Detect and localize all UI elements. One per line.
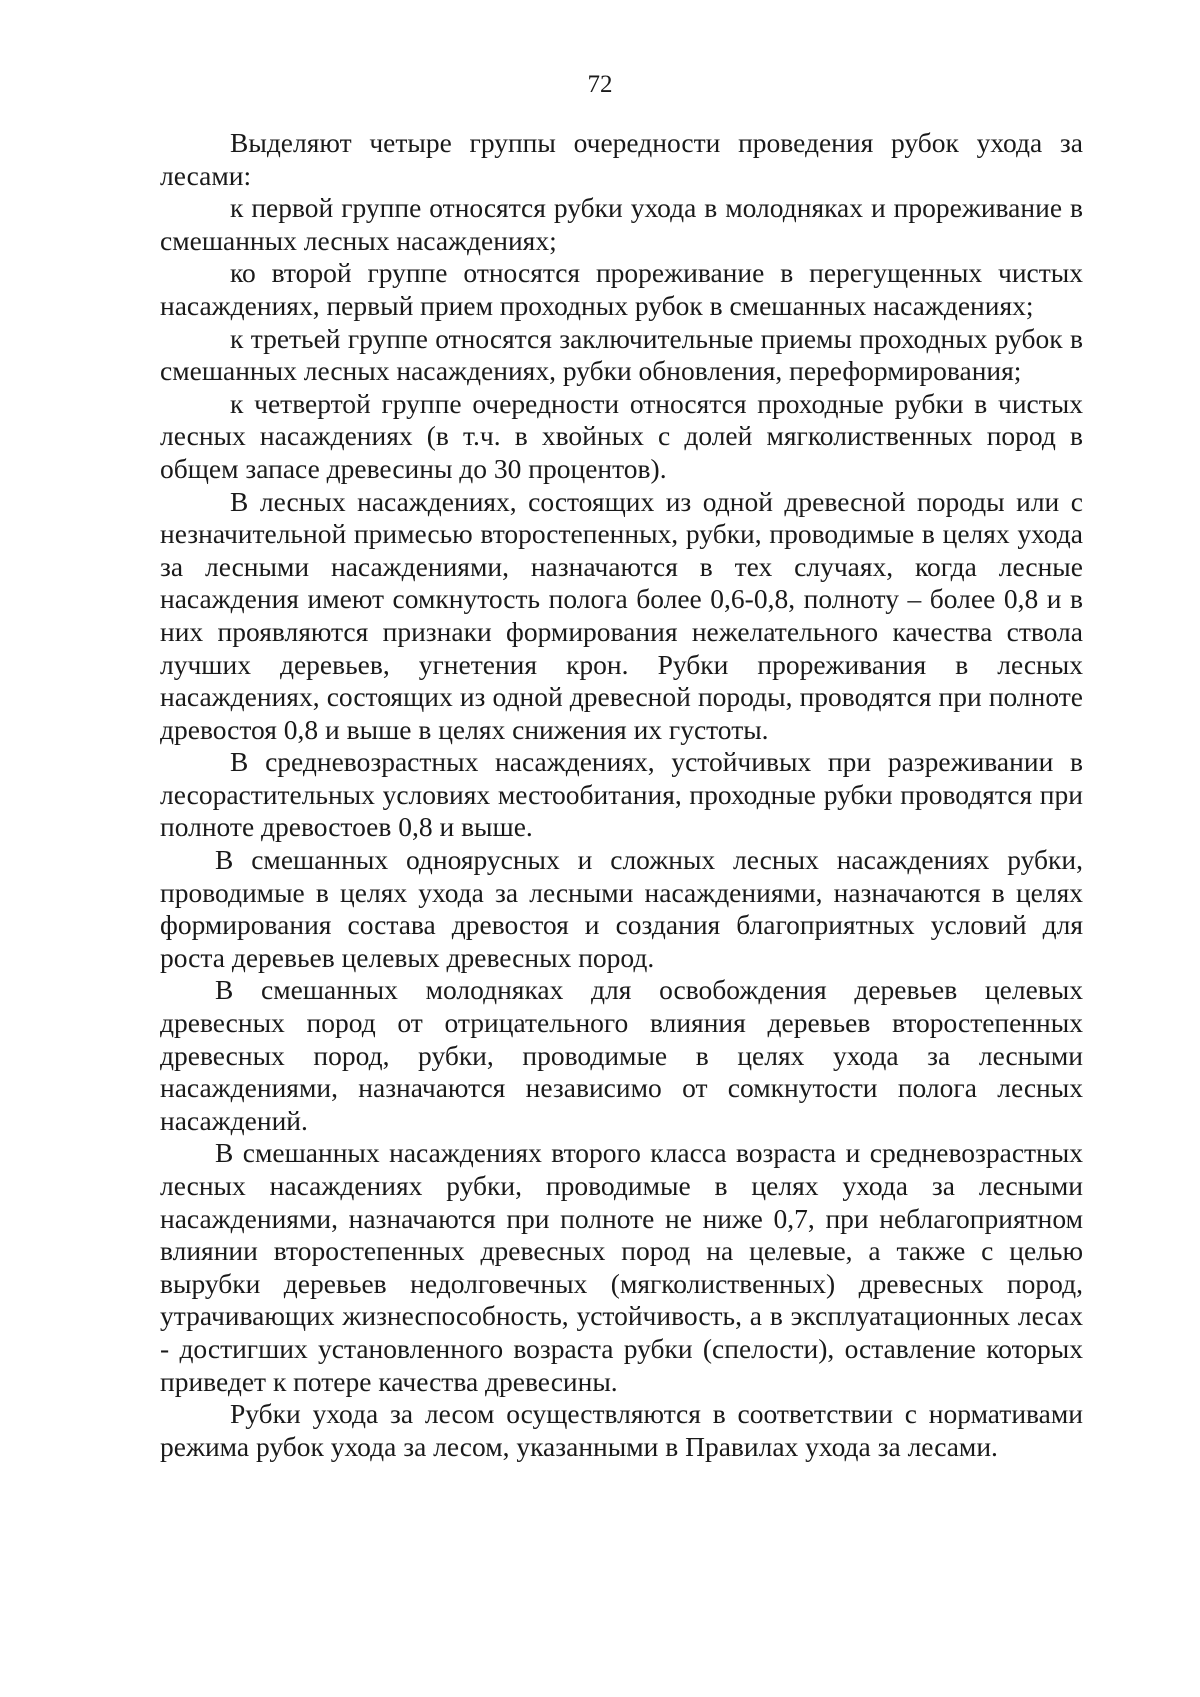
- paragraph-group-4: к четвертой группе очередности относятся проходные рубки в чистых лесных насаждениях (в т.ч. в хвойных с долей мягколиственных пород в общем запасе древесины до 30 процентов).: [160, 387, 1083, 484]
- paragraph-mixed-young-stands: В смешанных молодняках для освобождения деревьев целевых древесных пород от отрицательного влияния деревьев второстепенных древесных пород, рубки, проводимые в целях ухода за лесными насаждениями, назначаются независимо от сомкнутости полога лесных насаждений.: [160, 974, 1083, 1136]
- paragraph-intro: Выделяют четыре группы очередности проведения рубок ухода за лесами:: [160, 127, 1083, 191]
- page-number: 72: [587, 71, 613, 98]
- paragraph-pure-stands: В лесных насаждениях, состоящих из одной древесной породы или с незначительной примесью второстепенных, рубки, проводимые в целях ухода за лесными насаждениями, назначаются в тех случаях, когда лесные насаждения имеют сомкнутость полога более 0,6-0,8, полноту – более 0,8 и в них проявляются признаки формирования нежелательного качества ствола лучших деревьев, угнетения крон. Рубки прореживания в лесных насаждениях, состоящих из одной древесной породы, проводятся при полноте древостоя 0,8 и выше в целях снижения их густоты.: [160, 485, 1083, 745]
- paragraph-group-3: к третьей группе относятся заключительные приемы проходных рубок в смешанных лесных насаждениях, рубки обновления, переформирования;: [160, 322, 1083, 387]
- paragraph-regulations: Рубки ухода за лесом осуществляются в соответствии с нормативами режима рубок ухода за лесом, указанными в Правилах ухода за лесами.: [160, 1398, 1083, 1462]
- paragraph-group-1: к первой группе относятся рубки ухода в молодняках и прореживание в смешанных лесных насаждениях;: [160, 192, 1083, 256]
- document-body: [160, 127, 1083, 1463]
- paragraph-middle-aged: В средневозрастных насаждениях, устойчивых при разреживании в лесорастительных условиях местообитания, проходные рубки проводятся при полноте древостоев 0,8 и выше.: [160, 746, 1083, 843]
- paragraph-second-age-class: В смешанных насаждениях второго класса возраста и средневозрастных лесных насаждениях рубки, проводимые в целях ухода за лесными насаждениями, назначаются при полноте не ниже 0,7, при неблагоприятном влиянии второстепенных древесных пород на целевые, а также с целью вырубки деревьев недолговечных (мягколиственных) древесных пород, утрачивающих жизнеспособность, устойчивость, а в эксплуатационных лесах - достигших установленного возраста рубки (спелости), оставление которых приведет к потере качества древесины.: [160, 1137, 1083, 1397]
- paragraph-mixed-single-storey: В смешанных одноярусных и сложных лесных насаждениях рубки, проводимые в целях ухода за лесными насаждениями, назначаются в целях формирования состава древостоя и создания благоприятных условий для роста деревьев целевых древесных пород.: [160, 844, 1083, 973]
- paragraph-group-2: ко второй группе относятся прореживание в перегущенных чистых насаждениях, первый прием проходных рубок в смешанных насаждениях;: [160, 257, 1083, 321]
